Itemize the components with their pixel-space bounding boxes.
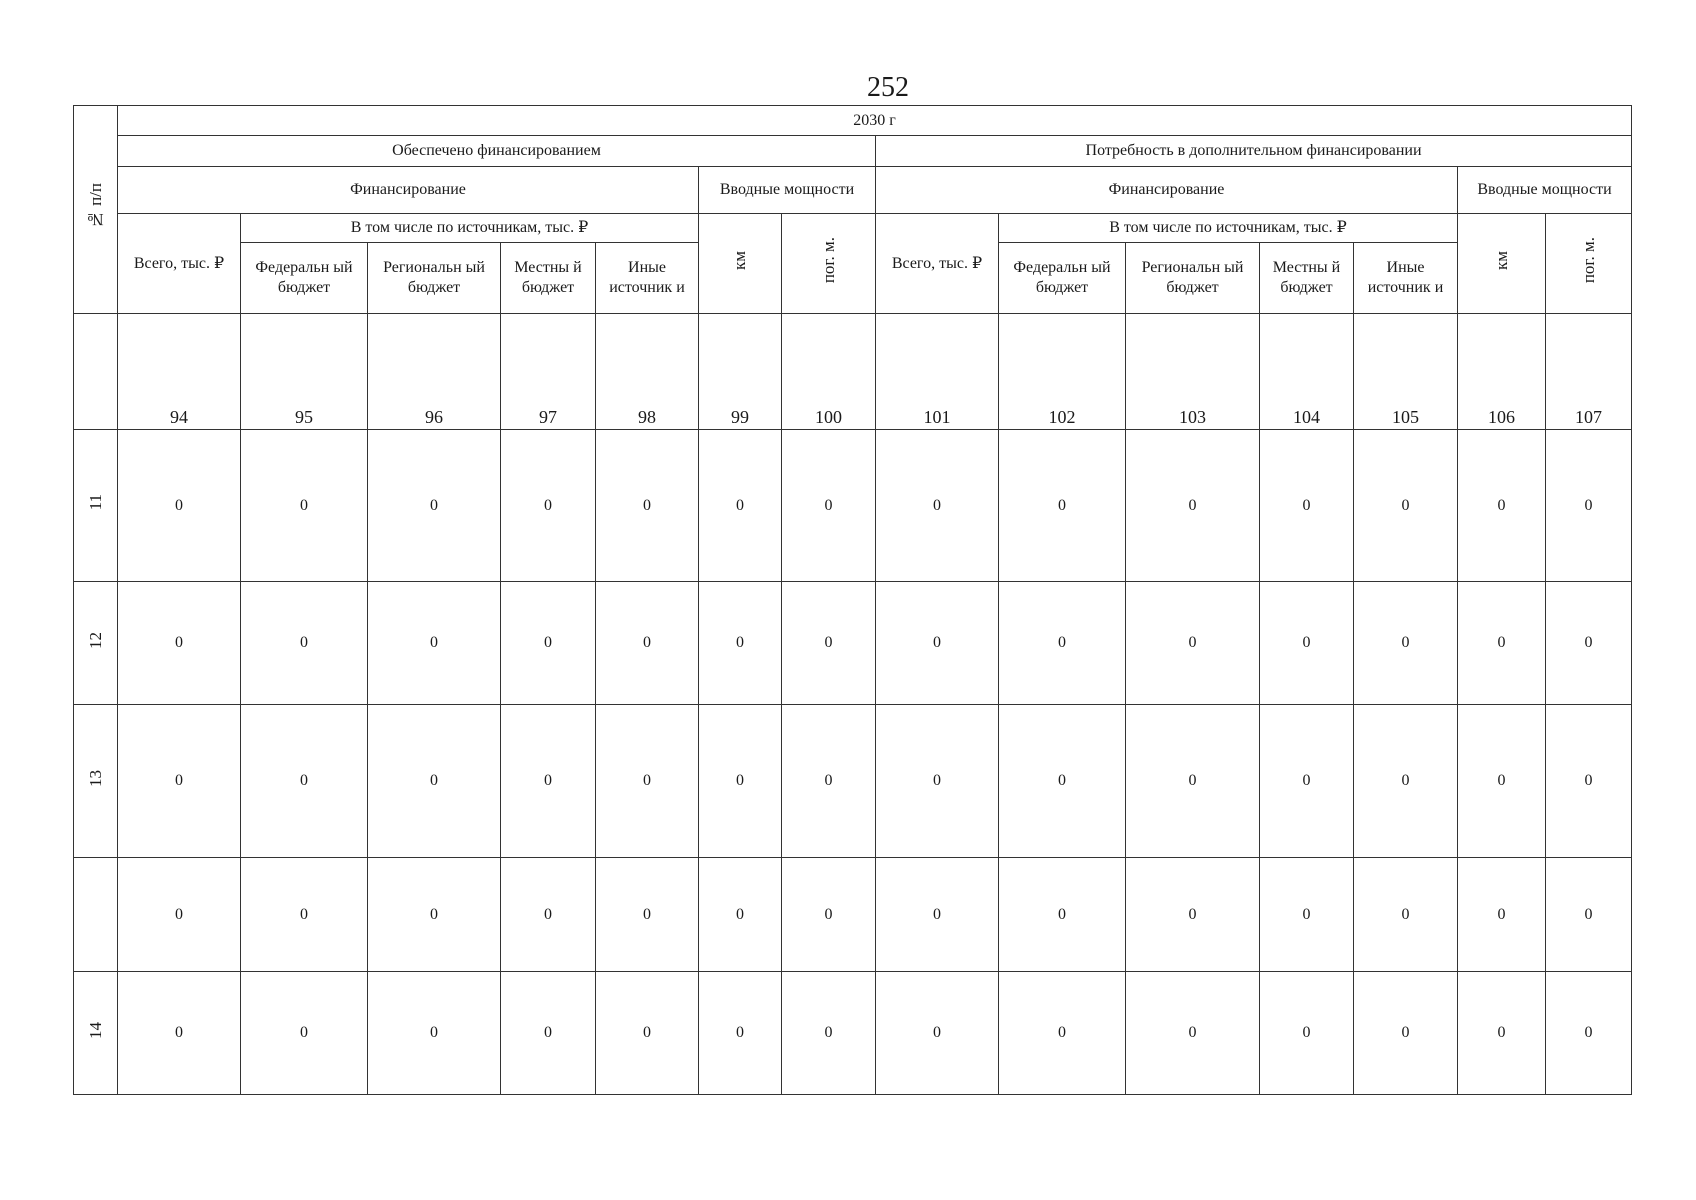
table-row (74, 705, 1632, 858)
column-number-cell: 104 (1260, 314, 1354, 430)
value-cell: 0 (1260, 430, 1354, 582)
pog-m-header: пог. м. (782, 214, 876, 314)
column-number-cell: 98 (596, 314, 699, 430)
row-number-cell (74, 705, 118, 858)
value-cell: 0 (118, 972, 241, 1095)
value-cell: 0 (1260, 582, 1354, 705)
value-cell: 0 (1546, 582, 1632, 705)
by-source-header: В том числе по источникам, тыс. ₽ (241, 214, 699, 243)
column-number-cell: 107 (1546, 314, 1632, 430)
value-cell: 0 (699, 430, 782, 582)
row-number: 13 (85, 769, 105, 787)
row-number-header: № п/п (74, 106, 118, 314)
value-cell: 0 (999, 858, 1126, 972)
federal-budget-header: Федеральн ый бюджет (241, 243, 368, 314)
value-cell: 0 (368, 972, 501, 1095)
value-cell: 0 (368, 705, 501, 858)
value-cell: 0 (118, 582, 241, 705)
total-header: Всего, тыс. ₽ (876, 214, 999, 314)
value-cell: 0 (782, 972, 876, 1095)
value-cell: 0 (368, 582, 501, 705)
value-cell: 0 (782, 705, 876, 858)
regional-budget-header: Региональн ый бюджет (368, 243, 501, 314)
column-number-cell: 101 (876, 314, 999, 430)
capacity-header: Вводные мощности (1458, 167, 1632, 214)
column-number-cell: 99 (699, 314, 782, 430)
value-cell: 0 (1458, 705, 1546, 858)
page-number: 252 (867, 72, 909, 103)
value-cell: 0 (1260, 705, 1354, 858)
total-header: Всего, тыс. ₽ (118, 214, 241, 314)
value-cell: 0 (1354, 705, 1458, 858)
value-cell: 0 (241, 705, 368, 858)
capacity-header: Вводные мощности (699, 167, 876, 214)
value-cell: 0 (118, 430, 241, 582)
column-number-cell: 100 (782, 314, 876, 430)
value-cell: 0 (241, 430, 368, 582)
value-cell: 0 (999, 430, 1126, 582)
value-cell: 0 (1260, 858, 1354, 972)
value-cell: 0 (241, 858, 368, 972)
value-cell: 0 (1458, 858, 1546, 972)
value-cell: 0 (501, 430, 596, 582)
other-sources-header: Иные источник и (1354, 243, 1458, 314)
value-cell: 0 (368, 430, 501, 582)
column-number-row (74, 314, 1632, 430)
value-cell: 0 (1546, 430, 1632, 582)
column-number-cell: 95 (241, 314, 368, 430)
financing-table (73, 105, 1632, 1095)
value-cell: 0 (1546, 858, 1632, 972)
value-cell: 0 (596, 972, 699, 1095)
local-budget-header: Местны й бюджет (501, 243, 596, 314)
value-cell: 0 (1126, 705, 1260, 858)
value-cell: 0 (999, 705, 1126, 858)
value-cell: 0 (1458, 972, 1546, 1095)
value-cell: 0 (596, 430, 699, 582)
value-cell: 0 (368, 858, 501, 972)
value-cell: 0 (1458, 582, 1546, 705)
table-row (74, 582, 1632, 705)
pog-m-header: пог. м. (1546, 214, 1632, 314)
value-cell: 0 (596, 705, 699, 858)
value-cell: 0 (1354, 430, 1458, 582)
value-cell: 0 (699, 705, 782, 858)
regional-budget-header: Региональн ый бюджет (1126, 243, 1260, 314)
value-cell: 0 (501, 582, 596, 705)
value-cell: 0 (1546, 705, 1632, 858)
value-cell: 0 (699, 582, 782, 705)
value-cell: 0 (876, 430, 999, 582)
column-number-cell (74, 314, 118, 430)
row-number-cell (74, 858, 118, 972)
local-budget-header: Местны й бюджет (1260, 243, 1354, 314)
value-cell: 0 (1354, 582, 1458, 705)
column-number-cell: 102 (999, 314, 1126, 430)
column-number-cell: 97 (501, 314, 596, 430)
value-cell: 0 (1354, 972, 1458, 1095)
column-number-cell: 103 (1126, 314, 1260, 430)
data-rows (74, 430, 1632, 1095)
value-cell: 0 (782, 858, 876, 972)
value-cell: 0 (1126, 582, 1260, 705)
row-number: 12 (85, 631, 105, 649)
federal-budget-header: Федеральн ый бюджет (999, 243, 1126, 314)
table-row (74, 972, 1632, 1095)
value-cell: 0 (118, 705, 241, 858)
value-cell: 0 (1354, 858, 1458, 972)
column-number-cell: 105 (1354, 314, 1458, 430)
row-number-cell (74, 582, 118, 705)
row-number: 14 (85, 1021, 105, 1039)
row-number-cell (74, 430, 118, 582)
value-cell: 0 (782, 582, 876, 705)
value-cell: 0 (1546, 972, 1632, 1095)
value-cell: 0 (1126, 858, 1260, 972)
financing-header: Финансирование (118, 167, 699, 214)
by-source-header: В том числе по источникам, тыс. ₽ (999, 214, 1458, 243)
group-header-additional: Потребность в дополнительном финансировании (876, 136, 1632, 167)
group-header-secured: Обеспечено финансированием (118, 136, 876, 167)
value-cell: 0 (1260, 972, 1354, 1095)
value-cell: 0 (999, 582, 1126, 705)
year-header: 2030 г (118, 106, 1632, 136)
value-cell: 0 (876, 858, 999, 972)
value-cell: 0 (999, 972, 1126, 1095)
value-cell: 0 (501, 972, 596, 1095)
row-number-cell (74, 972, 118, 1095)
km-header: км (699, 214, 782, 314)
row-number: 11 (85, 494, 105, 511)
table-row (74, 430, 1632, 582)
column-number-cell: 94 (118, 314, 241, 430)
financing-header: Финансирование (876, 167, 1458, 214)
column-number-cell: 106 (1458, 314, 1546, 430)
value-cell: 0 (118, 858, 241, 972)
km-header: км (1458, 214, 1546, 314)
value-cell: 0 (596, 858, 699, 972)
value-cell: 0 (596, 582, 699, 705)
value-cell: 0 (501, 858, 596, 972)
value-cell: 0 (876, 972, 999, 1095)
other-sources-header: Иные источник и (596, 243, 699, 314)
value-cell: 0 (876, 705, 999, 858)
value-cell: 0 (876, 582, 999, 705)
value-cell: 0 (241, 972, 368, 1095)
value-cell: 0 (1458, 430, 1546, 582)
value-cell: 0 (1126, 972, 1260, 1095)
table-row (74, 858, 1632, 972)
value-cell: 0 (782, 430, 876, 582)
value-cell: 0 (699, 972, 782, 1095)
value-cell: 0 (699, 858, 782, 972)
column-number-cell: 96 (368, 314, 501, 430)
value-cell: 0 (241, 582, 368, 705)
value-cell: 0 (1126, 430, 1260, 582)
value-cell: 0 (501, 705, 596, 858)
